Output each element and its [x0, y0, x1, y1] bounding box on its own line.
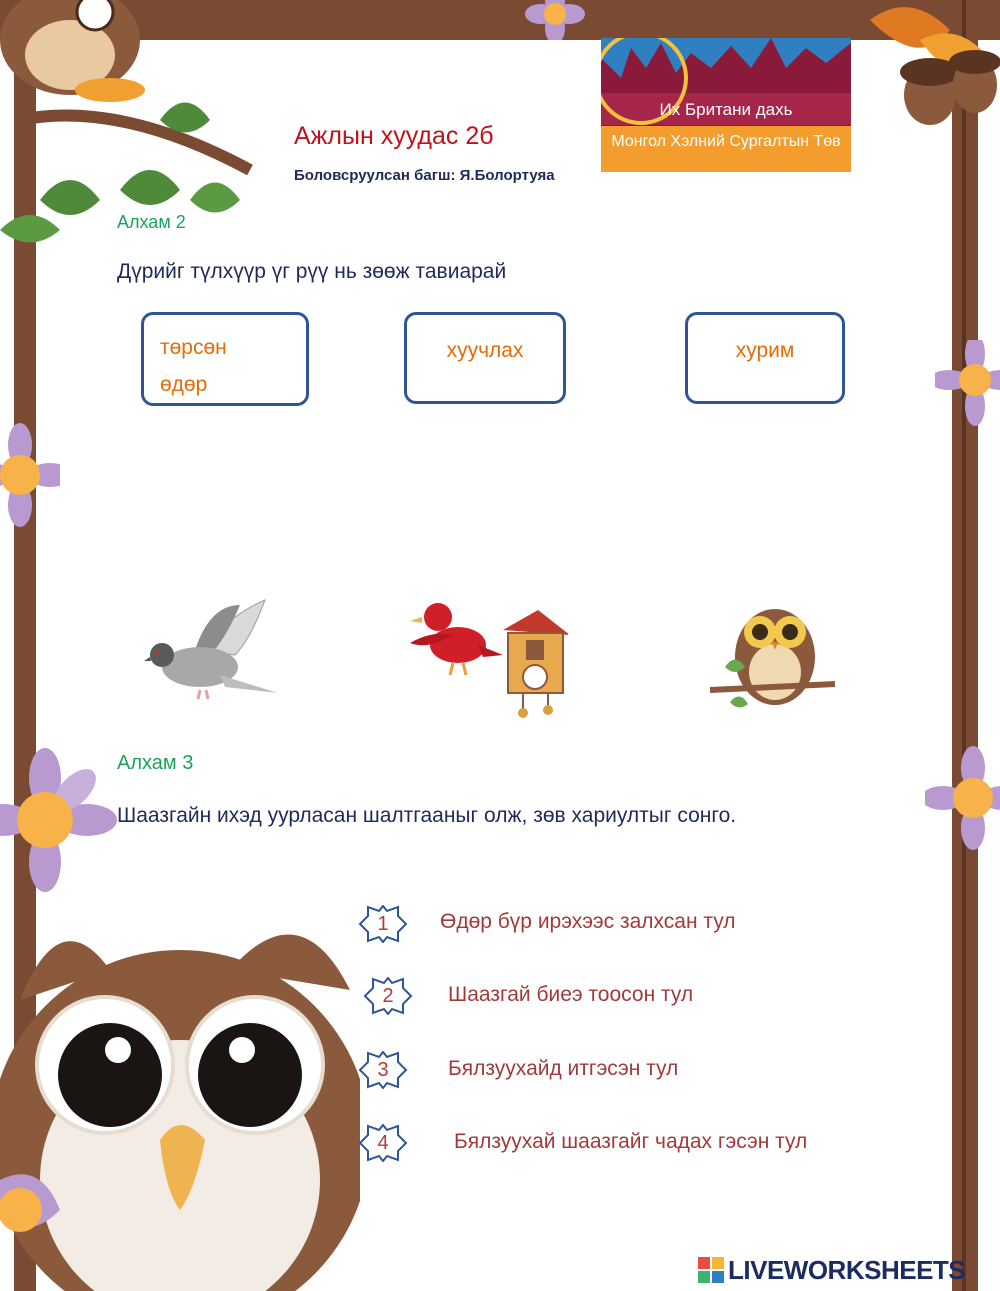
step-2-label: Алхам 2	[117, 212, 186, 232]
top-flower-decoration	[505, 0, 605, 40]
option-4-number: 4	[377, 1132, 389, 1154]
option-1-number-button[interactable]	[356, 905, 410, 943]
option-2-number-button[interactable]	[361, 977, 415, 1015]
right-flower-decoration-upper	[935, 340, 1000, 450]
liveworksheets-logo-icon	[698, 1257, 724, 1285]
drop-target-birthday[interactable]	[141, 312, 309, 406]
logo-line-1: Их Британи дахь	[659, 100, 793, 119]
drop-target-wedding[interactable]: хурим	[685, 312, 845, 404]
step-2-instruction: Дүрийг түлхүүр үг рүү нь зөөж тавиарай	[117, 260, 507, 283]
worksheet-title: Ажлын хуудас 2б	[294, 122, 494, 150]
option-2-text[interactable]: Шаазгай биеэ тоосон тул	[448, 983, 694, 1006]
owl-image-draggable[interactable]	[710, 592, 840, 722]
option-4-number-button[interactable]	[356, 1124, 410, 1162]
step-3-instruction: Шаазгайн ихэд уурласан шалтгааныг олж, зөв хариултыг сонго.	[117, 804, 737, 827]
author-line: Боловсруулсан багш: Я.Болортуяа	[294, 167, 555, 184]
drop-target-birthday-line2: өдөр	[160, 373, 208, 396]
acorn-leaves-decoration	[860, 0, 1000, 170]
right-flower-decoration-lower	[925, 740, 1000, 860]
step-3-label: Алхам 3	[117, 752, 194, 774]
option-3-number-button[interactable]	[356, 1051, 410, 1089]
bird-cuckoo-clock-image-draggable[interactable]	[408, 595, 568, 720]
option-2-number: 2	[382, 985, 394, 1007]
drop-target-chatting[interactable]: хуучлах	[404, 312, 566, 404]
left-flower-decoration	[0, 420, 60, 530]
big-owl-decoration	[0, 880, 360, 1291]
option-1-text[interactable]: Өдөр бүр ирэхээс залхсан тул	[440, 910, 736, 933]
option-1-number: 1	[377, 913, 389, 935]
mongolian-school-logo	[601, 38, 851, 172]
option-4-text[interactable]: Бялзуухай шаазгайг чадах гэсэн тул	[454, 1130, 808, 1153]
liveworksheets-brand-text: LIVEWORKSHEETS	[728, 1255, 966, 1285]
frame-right-shadow	[962, 0, 966, 1291]
pigeon-image-draggable[interactable]	[140, 595, 280, 705]
logo-line-2: Монгол Хэлний Сургалтын Төв	[611, 133, 841, 150]
option-3-number: 3	[377, 1059, 389, 1081]
top-left-owl-branch-decoration	[0, 0, 300, 280]
drop-target-birthday-line1: төрсөн	[160, 336, 227, 359]
option-3-text[interactable]: Бялзуухайд итгэсэн тул	[448, 1057, 679, 1080]
left-flower-decoration-lower	[0, 740, 130, 900]
